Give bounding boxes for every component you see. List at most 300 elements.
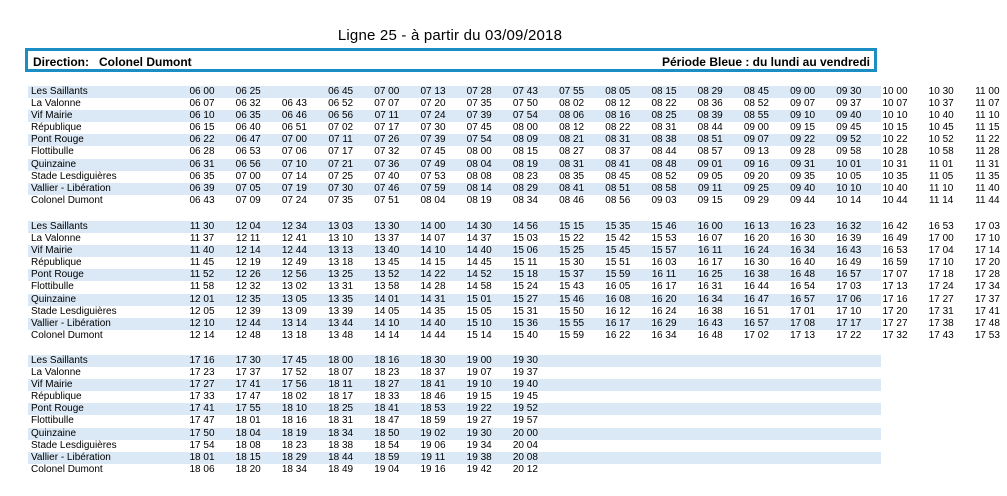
- departure-time: 16 43: [697, 317, 723, 329]
- departure-time: 11 05: [929, 170, 954, 182]
- departure-time: 16 43: [836, 245, 862, 257]
- departure-time: 16 54: [790, 281, 816, 293]
- departure-time: 19 34: [466, 439, 492, 451]
- departure-time: 12 19: [235, 257, 261, 269]
- departure-time: 07 50: [512, 98, 538, 110]
- stop-name: Les Saillants: [31, 86, 88, 97]
- departure-time: 09 05: [697, 170, 723, 182]
- departure-time: 17 48: [974, 317, 1000, 329]
- stop-name: Les Saillants: [31, 355, 88, 366]
- departure-time: 12 44: [235, 317, 261, 329]
- departure-time: 11 10: [975, 110, 1000, 122]
- departure-time: 07 39: [466, 110, 492, 122]
- departure-time: 18 31: [328, 415, 354, 427]
- departure-time: 19 02: [420, 427, 446, 439]
- departure-time: 18 47: [374, 415, 400, 427]
- departure-time: 12 49: [281, 257, 307, 269]
- departure-time: 07 32: [374, 146, 400, 158]
- departure-time: 07 25: [328, 170, 354, 182]
- departure-time: 16 11: [698, 245, 723, 257]
- departure-time: 14 52: [466, 269, 492, 281]
- departure-time: 13 09: [281, 305, 307, 317]
- departure-time: 18 19: [281, 427, 307, 439]
- departure-time: 18 16: [374, 355, 400, 366]
- departure-time: 15 50: [559, 305, 585, 317]
- departure-time: 16 20: [743, 233, 769, 245]
- departure-time: 06 22: [189, 134, 215, 146]
- departure-time: 14 56: [512, 221, 538, 232]
- table-row: [28, 257, 1000, 269]
- departure-time: 17 23: [189, 367, 215, 379]
- departure-time: 07 43: [512, 86, 538, 97]
- departure-time: 09 00: [743, 122, 769, 134]
- departure-time: 10 01: [836, 158, 862, 170]
- departure-time: 09 30: [836, 86, 862, 97]
- table-row: [28, 428, 881, 440]
- departure-time: 16 11: [651, 269, 677, 281]
- departure-time: 09 44: [790, 194, 816, 206]
- departure-time: 17 00: [928, 233, 954, 245]
- departure-time: 15 25: [559, 245, 585, 257]
- departure-time: 07 13: [420, 86, 446, 97]
- departure-time: 16 57: [836, 269, 862, 281]
- departure-time: 08 56: [605, 194, 631, 206]
- departure-time: 16 53: [882, 245, 908, 257]
- departure-time: 18 23: [281, 439, 307, 451]
- departure-time: 10 40: [882, 182, 908, 194]
- departure-time: 19 30: [512, 355, 538, 366]
- departure-time: 07 28: [466, 86, 492, 97]
- departure-time: 08 31: [559, 158, 585, 170]
- departure-time: 15 18: [512, 269, 538, 281]
- departure-time: 12 14: [235, 245, 261, 257]
- departure-time: 11 40: [189, 245, 215, 257]
- departure-time: 13 52: [374, 269, 400, 281]
- departure-time: 07 06: [281, 146, 307, 158]
- stop-name: Stade Lesdiguières: [31, 170, 117, 182]
- departure-time: 16 17: [697, 257, 723, 269]
- departure-time: 10 10: [836, 182, 862, 194]
- departure-time: 06 53: [235, 146, 261, 158]
- direction-banner: [25, 48, 877, 72]
- departure-time: 06 45: [328, 86, 354, 97]
- departure-time: 16 34: [697, 293, 723, 305]
- departure-time: 17 01: [790, 305, 816, 317]
- departure-time: 07 36: [374, 158, 400, 170]
- departure-time: 13 30: [374, 221, 400, 232]
- departure-time: 14 31: [420, 293, 446, 305]
- departure-time: 07 24: [420, 110, 446, 122]
- departure-time: 09 01: [697, 158, 723, 170]
- departure-time: 17 55: [235, 403, 261, 415]
- departure-time: 16 23: [790, 221, 816, 232]
- departure-time: 16 03: [651, 257, 677, 269]
- departure-time: 08 45: [743, 86, 769, 97]
- departure-time: 12 26: [235, 269, 261, 281]
- departure-time: 18 59: [420, 415, 446, 427]
- departure-time: 06 31: [189, 158, 215, 170]
- departure-time: 08 04: [466, 158, 492, 170]
- departure-time: 17 10: [928, 257, 954, 269]
- departure-time: 17 30: [235, 355, 261, 366]
- departure-time: 16 38: [743, 269, 769, 281]
- departure-time: 09 25: [743, 182, 769, 194]
- departure-time: 16 12: [605, 305, 631, 317]
- departure-time: 17 28: [974, 269, 1000, 281]
- departure-time: 20 08: [512, 451, 538, 463]
- departure-time: 17 33: [189, 391, 215, 403]
- departure-time: 09 52: [836, 134, 862, 146]
- departure-time: 07 54: [466, 134, 492, 146]
- departure-time: 06 07: [189, 98, 215, 110]
- departure-time: 14 35: [420, 305, 446, 317]
- departure-time: 18 17: [328, 391, 354, 403]
- departure-time: 07 35: [466, 98, 492, 110]
- departure-time: 08 39: [697, 110, 723, 122]
- departure-time: 10 10: [882, 110, 908, 122]
- departure-time: 16 24: [651, 305, 677, 317]
- departure-time: 11 07: [975, 98, 1000, 110]
- departure-time: 12 35: [235, 293, 261, 305]
- departure-time: 13 03: [328, 221, 354, 232]
- departure-time: 06 32: [235, 98, 261, 110]
- departure-time: 06 35: [189, 170, 215, 182]
- departure-time: 17 10: [836, 305, 862, 317]
- departure-time: 13 40: [374, 245, 400, 257]
- departure-time: 14 28: [420, 281, 446, 293]
- stop-name: Vallier - Libération: [31, 317, 111, 329]
- stop-name: République: [31, 391, 82, 403]
- departure-time: 08 38: [651, 134, 677, 146]
- departure-time: 06 28: [189, 146, 215, 158]
- departure-time: 10 44: [882, 194, 908, 206]
- departure-time: 18 44: [328, 451, 354, 463]
- departure-time: 19 38: [466, 451, 492, 463]
- departure-time: 15 31: [512, 305, 538, 317]
- stop-name: Vallier - Libération: [31, 451, 111, 463]
- departure-time: 19 27: [466, 415, 492, 427]
- departure-time: 12 04: [235, 221, 261, 232]
- departure-time: 06 15: [189, 122, 215, 134]
- departure-time: 08 25: [651, 110, 677, 122]
- departure-time: 15 46: [559, 293, 585, 305]
- departure-time: 17 02: [743, 329, 769, 341]
- stop-name: République: [31, 257, 82, 269]
- departure-time: 15 35: [605, 221, 631, 232]
- departure-time: 08 57: [697, 146, 723, 158]
- stop-name: Flottibulle: [31, 146, 74, 158]
- departure-time: 09 40: [836, 110, 862, 122]
- departure-time: 06 56: [328, 110, 354, 122]
- departure-time: 09 58: [836, 146, 862, 158]
- departure-time: 17 27: [882, 317, 908, 329]
- departure-time: 15 36: [512, 317, 538, 329]
- stop-name: La Valonne: [31, 98, 81, 110]
- departure-time: 06 56: [235, 158, 261, 170]
- table-row: [28, 146, 1000, 158]
- departure-time: 08 21: [559, 134, 585, 146]
- departure-time: 18 38: [328, 439, 354, 451]
- departure-time: 06 00: [189, 86, 215, 97]
- departure-time: 16 00: [697, 221, 723, 232]
- departure-time: 08 36: [697, 98, 723, 110]
- departure-time: 11 30: [189, 221, 215, 232]
- departure-time: 18 15: [235, 451, 261, 463]
- departure-time: 09 07: [743, 134, 769, 146]
- departure-time: 12 01: [189, 293, 215, 305]
- departure-time: 09 13: [743, 146, 769, 158]
- departure-time: 18 08: [235, 439, 261, 451]
- departure-time: 18 41: [374, 403, 400, 415]
- departure-time: 16 08: [605, 293, 631, 305]
- departure-time: 18 00: [328, 355, 354, 366]
- departure-time: 10 31: [882, 158, 908, 170]
- departure-time: 08 45: [605, 170, 631, 182]
- departure-time: 06 39: [189, 182, 215, 194]
- table-row: [28, 305, 1000, 318]
- departure-time: 07 40: [374, 170, 400, 182]
- departure-time: 16 17: [605, 317, 631, 329]
- departure-time: 13 48: [328, 329, 354, 341]
- departure-time: 12 39: [235, 305, 261, 317]
- departure-time: 08 19: [512, 158, 538, 170]
- table-row: [28, 221, 1000, 233]
- departure-time: 15 14: [466, 329, 492, 341]
- departure-time: 17 03: [836, 281, 862, 293]
- departure-time: 18 06: [189, 463, 215, 475]
- timetable-block: [28, 86, 1000, 207]
- departure-time: 07 00: [374, 86, 400, 97]
- stop-name: République: [31, 122, 82, 134]
- departure-time: 07 14: [281, 170, 307, 182]
- departure-time: 16 07: [697, 233, 723, 245]
- departure-time: 15 37: [559, 269, 585, 281]
- departure-time: 10 05: [836, 170, 862, 182]
- departure-time: 14 44: [420, 329, 446, 341]
- departure-time: 10 35: [882, 170, 908, 182]
- departure-time: 13 14: [281, 317, 307, 329]
- departure-time: 08 31: [605, 134, 631, 146]
- departure-time: 09 20: [743, 170, 769, 182]
- departure-time: 15 27: [512, 293, 538, 305]
- departure-time: 13 13: [328, 245, 354, 257]
- departure-time: 12 41: [281, 233, 307, 245]
- departure-time: 19 52: [512, 403, 538, 415]
- departure-time: 10 58: [928, 146, 954, 158]
- stop-name: Les Saillants: [31, 221, 88, 232]
- departure-time: 07 26: [374, 134, 400, 146]
- departure-time: 09 28: [790, 146, 816, 158]
- departure-time: 17 04: [928, 245, 954, 257]
- table-row: [28, 415, 881, 427]
- departure-time: 07 49: [420, 158, 446, 170]
- departure-time: 06 43: [189, 194, 215, 206]
- departure-time: 17 06: [836, 293, 862, 305]
- departure-time: 08 12: [559, 122, 585, 134]
- departure-time: 18 46: [420, 391, 446, 403]
- departure-time: 16 53: [928, 221, 954, 232]
- departure-time: 16 17: [651, 281, 677, 293]
- departure-time: 07 11: [374, 110, 399, 122]
- departure-time: 18 11: [328, 379, 353, 391]
- departure-time: 17 27: [189, 379, 215, 391]
- departure-time: 20 12: [512, 463, 538, 475]
- departure-time: 08 12: [605, 98, 631, 110]
- departure-time: 19 42: [466, 463, 492, 475]
- departure-time: 11 10: [929, 182, 954, 194]
- departure-time: 10 40: [928, 110, 954, 122]
- table-row: [28, 170, 1000, 183]
- departure-time: 14 45: [466, 257, 492, 269]
- departure-time: 08 29: [512, 182, 538, 194]
- departure-time: 13 58: [374, 281, 400, 293]
- departure-time: 17 43: [928, 329, 954, 341]
- departure-time: 15 24: [512, 281, 538, 293]
- departure-time: 07 30: [328, 182, 354, 194]
- departure-time: 18 54: [374, 439, 400, 451]
- departure-time: 08 41: [559, 182, 585, 194]
- table-row: [28, 194, 1000, 207]
- departure-time: 18 30: [420, 355, 446, 366]
- departure-time: 18 59: [374, 451, 400, 463]
- departure-time: 17 10: [974, 233, 1000, 245]
- departure-time: 14 07: [420, 233, 446, 245]
- departure-time: 17 22: [836, 329, 862, 341]
- departure-time: 18 34: [281, 463, 307, 475]
- departure-time: 08 19: [466, 194, 492, 206]
- departure-time: 16 32: [836, 221, 862, 232]
- departure-time: 17 54: [189, 439, 215, 451]
- table-row: [28, 281, 1000, 293]
- departure-time: 07 07: [374, 98, 400, 110]
- departure-time: 08 09: [512, 134, 538, 146]
- table-row: [28, 379, 881, 391]
- departure-time: 07 59: [420, 182, 446, 194]
- stop-name: Pont Rouge: [31, 134, 84, 146]
- departure-time: 16 30: [743, 257, 769, 269]
- stop-name: Colonel Dumont: [31, 194, 103, 206]
- departure-time: 16 59: [882, 257, 908, 269]
- departure-time: 09 16: [743, 158, 769, 170]
- departure-time: 17 31: [928, 305, 954, 317]
- departure-time: 10 28: [882, 146, 908, 158]
- departure-time: 18 10: [281, 403, 307, 415]
- departure-time: 16 24: [743, 245, 769, 257]
- departure-time: 09 03: [651, 194, 677, 206]
- departure-time: 16 42: [882, 221, 908, 232]
- departure-time: 17 41: [235, 379, 261, 391]
- departure-time: 17 13: [882, 281, 908, 293]
- direction: [33, 55, 192, 69]
- departure-time: 15 15: [559, 221, 585, 232]
- departure-time: 08 06: [559, 110, 585, 122]
- stop-name: Pont Rouge: [31, 269, 84, 281]
- departure-time: 17 47: [189, 415, 215, 427]
- departure-time: 13 18: [328, 257, 354, 269]
- departure-time: 07 00: [281, 134, 307, 146]
- departure-time: 08 52: [651, 170, 677, 182]
- departure-time: 18 49: [328, 463, 354, 475]
- departure-time: 19 06: [420, 439, 446, 451]
- table-row: [28, 391, 881, 403]
- departure-time: 18 50: [374, 427, 400, 439]
- departure-time: 13 37: [374, 233, 400, 245]
- departure-time: 12 56: [281, 269, 307, 281]
- table-row: [28, 464, 881, 476]
- departure-time: 06 47: [235, 134, 261, 146]
- departure-time: 18 16: [281, 415, 307, 427]
- departure-time: 12 05: [189, 305, 215, 317]
- departure-time: 08 44: [697, 122, 723, 134]
- departure-time: 08 52: [743, 98, 769, 110]
- departure-time: 06 35: [235, 110, 261, 122]
- departure-time: 11 40: [975, 182, 1000, 194]
- table-row: [28, 329, 1000, 342]
- departure-time: 07 17: [374, 122, 400, 134]
- departure-time: 18 02: [281, 391, 307, 403]
- departure-time: 09 07: [790, 98, 816, 110]
- table-row: [28, 269, 1000, 281]
- departure-time: 16 22: [605, 329, 631, 341]
- direction-value: Colonel Dumont: [99, 55, 192, 69]
- departure-time: 16 48: [697, 329, 723, 341]
- stop-name: Vif Mairie: [31, 379, 73, 391]
- departure-time: 08 05: [605, 86, 631, 97]
- departure-time: 08 22: [605, 122, 631, 134]
- departure-time: 14 10: [420, 245, 446, 257]
- departure-time: 17 32: [882, 329, 908, 341]
- departure-time: 20 00: [512, 427, 538, 439]
- departure-time: 14 40: [420, 317, 446, 329]
- stop-name: Colonel Dumont: [31, 329, 103, 341]
- departure-time: 16 49: [882, 233, 908, 245]
- departure-time: 08 14: [466, 182, 492, 194]
- departure-time: 16 40: [790, 257, 816, 269]
- departure-time: 14 22: [420, 269, 446, 281]
- departure-time: 17 56: [281, 379, 307, 391]
- departure-time: 06 25: [235, 86, 261, 97]
- departure-time: 20 04: [512, 439, 538, 451]
- departure-time: 14 14: [374, 329, 400, 341]
- departure-time: 17 27: [928, 293, 954, 305]
- departure-time: 09 10: [790, 110, 816, 122]
- departure-time: 16 39: [836, 233, 862, 245]
- departure-time: 08 41: [605, 158, 631, 170]
- departure-time: 08 58: [651, 182, 677, 194]
- departure-time: 06 10: [189, 110, 215, 122]
- departure-time: 08 29: [697, 86, 723, 97]
- departure-time: 09 15: [697, 194, 723, 206]
- departure-time: 13 25: [328, 269, 354, 281]
- departure-time: 06 51: [281, 122, 307, 134]
- departure-time: 09 15: [790, 122, 816, 134]
- departure-time: 11 22: [975, 134, 1000, 146]
- stop-name: Vif Mairie: [31, 245, 73, 257]
- departure-time: 13 39: [328, 305, 354, 317]
- departure-time: 13 45: [374, 257, 400, 269]
- departure-time: 07 55: [559, 86, 585, 97]
- stop-name: Vif Mairie: [31, 110, 73, 122]
- departure-time: 10 14: [836, 194, 862, 206]
- departure-time: 16 44: [743, 281, 769, 293]
- departure-time: 15 05: [466, 305, 492, 317]
- departure-time: 08 02: [559, 98, 585, 110]
- departure-time: 19 45: [512, 391, 538, 403]
- departure-time: 08 35: [559, 170, 585, 182]
- departure-time: 13 10: [328, 233, 354, 245]
- departure-time: 19 07: [466, 367, 492, 379]
- departure-time: 10 30: [928, 86, 954, 97]
